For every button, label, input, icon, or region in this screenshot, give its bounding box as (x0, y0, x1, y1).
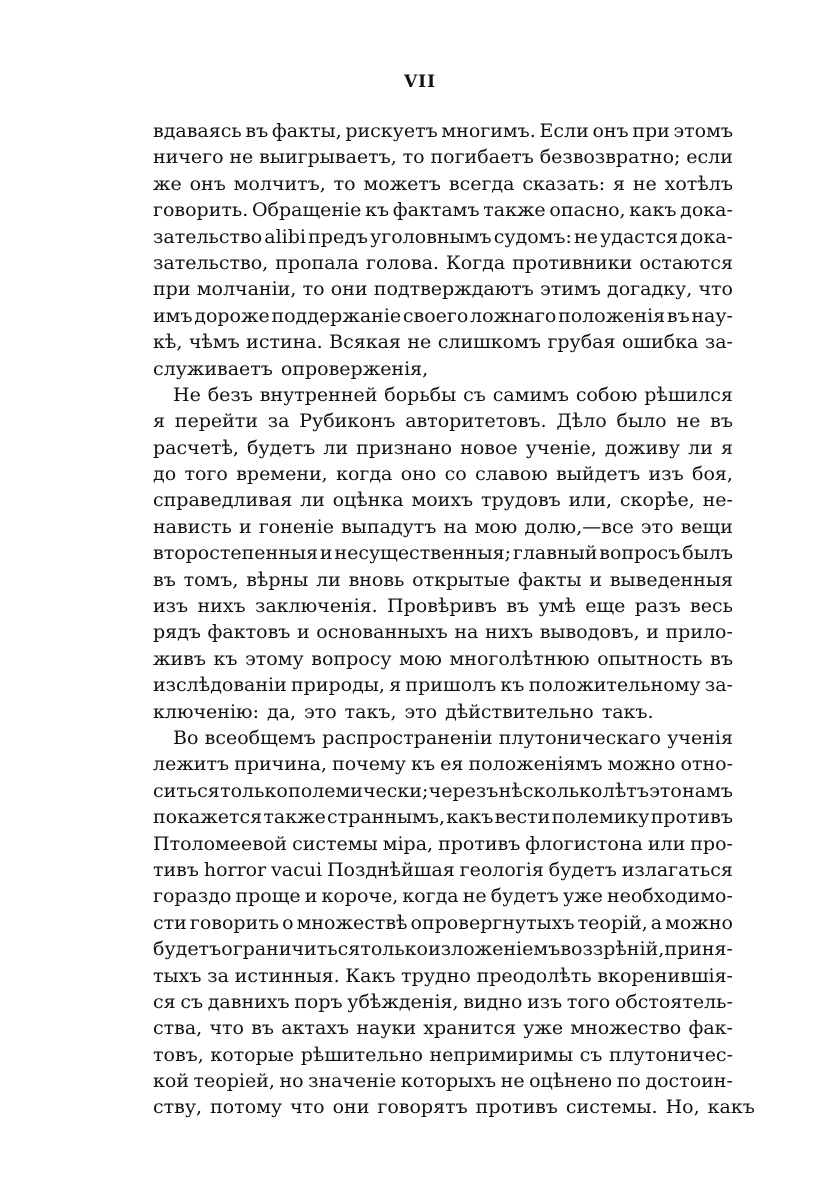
body-text (153, 118, 755, 1121)
text-line: до того времени, когда оно со славою выйдетъ изъ боя, (153, 463, 733, 486)
text-line: ся съ давнихъ поръ убѣжденія, видно изъ того обстоятель- (153, 990, 733, 1013)
text-line: же онъ молчитъ, то можетъ всегда сказать: я не хотѣлъ (153, 172, 733, 195)
text-line: гораздо проще и короче, когда не будетъ уже необходимо- (153, 885, 733, 908)
text-line: нависть и гоненіе выпадутъ на мою долю,—все это вещи (153, 515, 733, 538)
text-line: кѣ, чѣмъ истина. Всякая не слишкомъ грубая ошибка за- (153, 331, 733, 354)
text-line: я перейти за Рубиконъ авторитетовъ. Дѣло было не въ (153, 410, 733, 433)
paragraph (153, 382, 733, 725)
page-number: VII (403, 72, 437, 92)
text-line: говорить. Обращеніе къ фактамъ также опасно, какъ дока- (153, 199, 733, 222)
paragraph (153, 725, 755, 1121)
text-line: ничего не выигрываетъ, то погибаетъ безвозвратно; если (153, 146, 733, 169)
text-line: тивъ horror vacui Позднѣйшая геологія будетъ излагаться (153, 858, 733, 881)
text-line: Птоломеевой системы міра, противъ флогистона или про- (153, 832, 733, 855)
text-line: ства, что въ актахъ науки хранится уже множество фак- (153, 1017, 733, 1040)
text-line: вдаваясь въ факты, рискуетъ многимъ. Если онъ при этомъ (153, 120, 733, 142)
paragraph (153, 118, 733, 382)
text-line: справедливая ли оцѣнка моихъ трудовъ или, скорѣе, не- (153, 489, 733, 512)
text-line: Не безъ внутренней борьбы съ самимъ собою рѣшился (173, 383, 733, 406)
text-line: будетъ ограничиться только изложеніемъ воззрѣній, приня- (153, 938, 733, 961)
text-line: ству, потому что они говорятъ противъ системы. Но, какъ (153, 1096, 755, 1119)
text-line: при молчаніи, то они подтверждаютъ этимъ догадку, что (153, 278, 733, 301)
text-line: зательство alibi предъ уголовнымъ судомъ: не удастся дока- (153, 225, 733, 248)
text-line: расчетѣ, будетъ ли признано новое ученіе, доживу ли я (153, 436, 733, 459)
text-line: ситься только полемически; черезъ нѣсколько лѣтъ это намъ (153, 779, 733, 802)
text-line: Во всеобщемъ распространеніи плутоническаго ученія (173, 726, 733, 749)
text-line: товъ, которые рѣшительно непримиримы съ плутоничес- (153, 1043, 733, 1066)
text-line: сти говорить о множествѣ опровергнутыхъ теорій, а можно (153, 911, 733, 934)
text-line: лежитъ причина, почему къ ея положеніямъ можно отно- (153, 753, 733, 776)
text-line: въ томъ, вѣрны ли вновь открытые факты и выведенныя (153, 568, 733, 591)
text-line: изслѣдованіи природы, я пришолъ къ положительному за- (153, 674, 733, 697)
text-line: второстепенныя и несущественныя; главный вопросъ былъ (153, 542, 733, 565)
text-line: имъ дороже поддержаніе своего ложнаго положенія въ нау- (153, 304, 733, 327)
text-line: зательство, пропала голова. Когда противники остаются (153, 251, 733, 274)
text-line: изъ нихъ заключенія. Провѣривъ въ умѣ еще разъ весь (153, 595, 733, 618)
text-line: живъ къ этому вопросу мою многолѣтнюю опытность въ (153, 647, 733, 670)
text-line: служиваетъ опроверженія, (153, 357, 429, 380)
text-line: ключенію: да, это такъ, это дѣйствительно такъ. (153, 700, 654, 723)
text-line: кой теоріей, но значеніе которыхъ не оцѣнено по достоин- (153, 1070, 733, 1093)
text-line: тыхъ за истинныя. Какъ трудно преодолѣть вкоренившія- (153, 964, 733, 987)
text-line: рядъ фактовъ и основанныхъ на нихъ выводовъ, и прило- (153, 621, 733, 644)
text-line: покажется также страннымъ, какъ вести полемику противъ (153, 806, 733, 829)
